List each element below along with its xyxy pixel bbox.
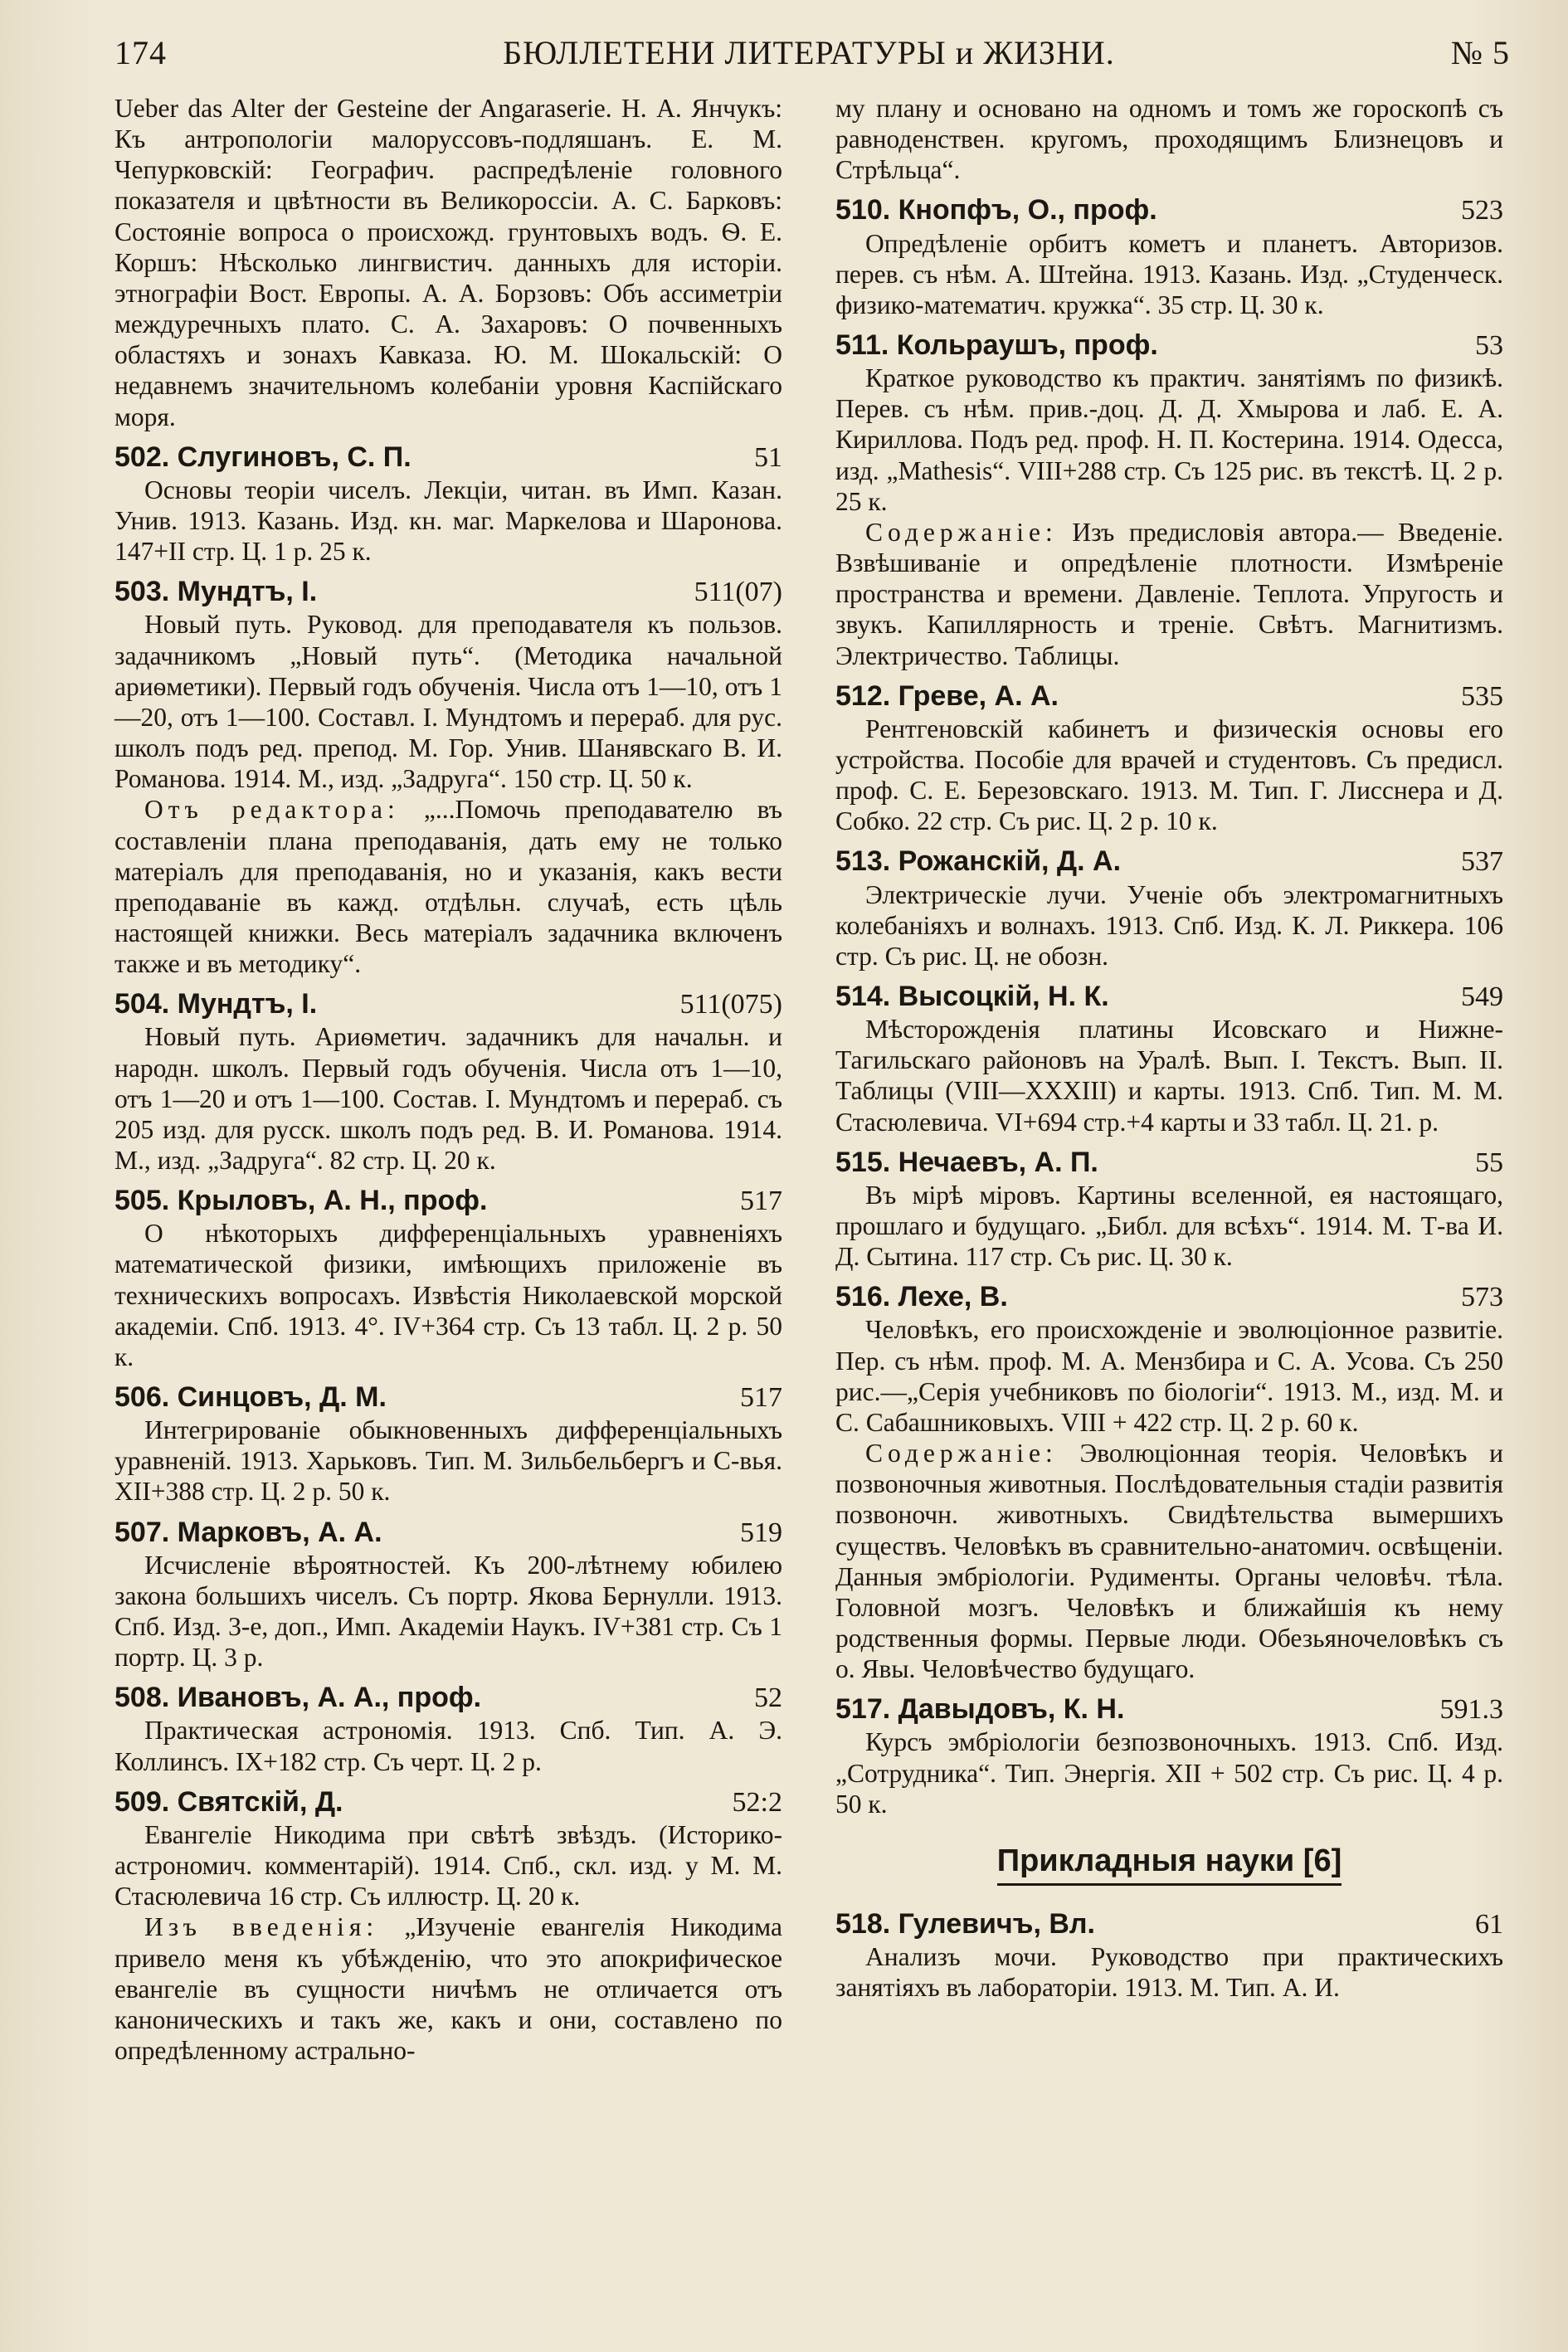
note-text: „...Помочь преподавателю въ составленіи плана преподаванія, дать ему не только матеріалъ для преподаванія, но и указанія, какъ вести преподаваніе въ кажд. отдѣльн. случаѣ, есть цѣль настоящей книжки. Весь матеріалъ задачника включенъ также и въ методику“. [114,795,782,979]
entry-heading: 510. Кнопфъ, О., проф. [835,194,1157,226]
classification-code: 51 [754,441,782,473]
entry-description: Евангеліе Никодима при свѣтѣ звѣздъ. (Историко-астрономич. комментарій). 1914. Спб., скл. изд. у М. М. Стасюлевича 16 стр. Съ иллюстр. Ц. 20 к. [114,1819,782,1911]
entry-506 [114,1381,782,1507]
entry-heading: 505. Крыловъ, А. Н., проф. [114,1185,488,1217]
entry-508 [114,1681,782,1776]
classification-code: 53 [1475,330,1503,362]
classification-code: 519 [740,1517,782,1548]
entry-description: Интегрированіе обыкновенныхъ дифференціальныхъ уравненій. 1913. Харьковъ. Тип. М. Зильбельбергъ и С-вья. XII+388 стр. Ц. 2 р. 50 к. [114,1415,782,1507]
entry-heading: 508. Ивановъ, А. А., проф. [114,1682,482,1714]
entry-heading: 504. Мундтъ, I. [114,988,318,1020]
page-number: 174 [114,34,167,71]
entry-heading: 513. Рожанскій, Д. А. [835,845,1122,878]
entry-heading: 516. Лехе, В. [835,1281,1008,1313]
entry-heading: 518. Гулевичъ, Вл. [835,1907,1095,1940]
entry-description: Основы теоріи чиселъ. Лекціи, читан. въ Имп. Казан. Унив. 1913. Казань. Изд. кн. маг. Маркелова и Шаронова. 147+II стр. Ц. 1 р. 25 к. [114,475,782,567]
entry-heading: 503. Мундтъ, I. [114,576,318,608]
entry-heading: 509. Святскій, Д. [114,1785,343,1818]
classification-code: 52:2 [732,1786,782,1818]
section-heading [835,1843,1503,1886]
entry-description: Человѣкъ, его происхожденіе и эволюціонное развитіе. Пер. съ нѣм. проф. М. А. Мензбира и С. А. Усова. Съ 250 рис.—„Серія учебниковъ по біологіи“. 1913. М., изд. М. и С. Сабашниковыхъ. VIII + 422 стр. Ц. 2 р. 60 к. [835,1315,1503,1437]
entry-description: Анализъ мочи. Руководство при практическихъ занятіяхъ въ лабораторіи. 1913. М. Тип. А. И. [835,1941,1503,2002]
entry-505 [114,1184,782,1372]
classification-code: 537 [1461,846,1503,878]
entry-heading: 506. Синцовъ, Д. М. [114,1381,387,1414]
classification-code: 517 [740,1186,782,1217]
entry-515 [835,1146,1503,1273]
entry-512 [835,679,1503,837]
entry-heading: 514. Высоцкій, Н. К. [835,981,1109,1013]
entry-description: Опредѣленіе орбитъ кометъ и планетъ. Авторизов. перев. съ нѣм. А. Штейна. 1913. Казань. Изд. „Студенческ. физико-математич. кружка“. 35 стр. Ц. 30 к. [835,228,1503,319]
note-label: Отъ редактора: [144,795,400,825]
classification-code: 573 [1461,1282,1503,1313]
entry-heading: 507. Марковъ, А. А. [114,1516,382,1548]
classification-code: 523 [1461,195,1503,226]
entry-518 [835,1907,1503,2003]
entry-504 [114,987,782,1176]
classification-code: 591.3 [1439,1694,1503,1726]
entry-note [114,794,782,979]
entry-517 [835,1692,1503,1819]
note-text: Эволюціонная теорія. Человѣкъ и позвоночныя животныя. Послѣдовательныя стадіи развитія позвоночн. животныхъ. Свидѣтельства вымершихъ существъ. Человѣкъ въ сравнительно-анатомич. освѣщеніи. Данныя эмбріологіи. Рудименты. Органы человѣч. тѣла. Головной мозгъ. Человѣкъ и ближайшія къ нему родственныя формы. Первые люди. Обезьяночеловѣкъ съ о. Явы. Человѣчество будущаго. [835,1439,1503,1684]
note-label: Содержаніе: [865,1439,1058,1468]
entry-heading: 511. Кольраушъ, проф. [835,329,1158,362]
section-title: Прикладныя науки [6] [997,1843,1342,1886]
classification-code: 535 [1461,680,1503,712]
entry-note [835,517,1503,671]
entry-509 [114,1785,782,2066]
running-head [114,33,1510,81]
left-column [114,93,782,2074]
entry-description: Рентгеновскій кабинетъ и физическія основы его устройства. Пособіе для врачей и студентовъ. Съ предисл. проф. С. Е. Березовскаго. 1913. М. Тип. Г. Лисснера и Д. Собко. 22 стр. Съ рис. Ц. 2 р. 10 к. [835,713,1503,836]
entry-description: Исчисленіе вѣроятностей. Къ 200-лѣтнему юбилею закона большихъ чиселъ. Съ портр. Якова Бернулли. 1913. Спб. Изд. 3-е, доп., Имп. Академіи Наукъ. IV+381 стр. Съ 1 портр. Ц. 3 р. [114,1550,782,1673]
entry-heading: 502. Слугиновъ, С. П. [114,441,411,473]
classification-code: 511(07) [694,577,782,608]
entry-heading: 517. Давыдовъ, К. Н. [835,1693,1125,1726]
entry-note [114,1911,782,2066]
entry-description: Электрическіе лучи. Ученіе объ электромагнитныхъ колебаніяхъ и волнахъ. 1913. Спб. Изд. К. Л. Риккера. 106 стр. Съ рис. Ц. не обозн. [835,879,1503,971]
classification-code: 61 [1475,1908,1503,1940]
entry-502 [114,441,782,567]
classification-code: 55 [1475,1147,1503,1178]
entry-description: Новый путь. Ариѳметич. задачникъ для начальн. и народн. школъ. Первый годъ обученія. Числа отъ 1—10, отъ 1—20 и отъ 1—100. Состав. І. Мундтомъ и перераб. съ 205 изд. для русск. школъ подъ ред. В. И. Романова. 1914. М., изд. „Задруга“. 82 стр. Ц. 20 к. [114,1022,782,1176]
entry-note [835,1438,1503,1684]
classification-code: 511(075) [679,989,782,1020]
entry-description: Новый путь. Руковод. для преподавателя къ пользов. задачникомъ „Новый путь“. (Методика начальной ариѳметики). Первый годъ обученія. Числа отъ 1—10, отъ 1—20, отъ 1—100. Составл. І. Мундтомъ и перераб. для рус. школъ подъ ред. препод. М. Гор. Унив. Шанявскаго В. И. Романова. 1914. М., изд. „Задруга“. 150 стр. Ц. 50 к. [114,610,782,794]
journal-title: БЮЛЛЕТЕНИ ЛИТЕРАТУРЫ и ЖИЗНИ. [503,34,1115,71]
note-text: „Изученіе евангелія Никодима привело меня къ убѣжденію, что это апокрифическое евангеліе въ сущности ничѣмъ не отличается отъ каноническихъ и такъ же, какъ и они, составлено по опредѣленному астрально- [114,1912,782,2065]
classification-code: 549 [1461,981,1503,1013]
entry-511 [835,329,1503,671]
note-label: Изъ введенія: [144,1912,379,1942]
right-column [835,93,1503,2074]
continued-text: Ueber das Alter der Gesteine der Angaraserie. Н. А. Янчукъ: Къ антропологіи малоруссовъ-подляшанъ. Е. М. Чепурковскій: Географич. распредѣленіе головного показателя и цвѣтности въ Великороссіи. А. С. Барковъ: Состояніе вопроса о происхожд. грунтовыхъ водъ. Ѳ. Е. Коршъ: Нѣсколько лингвистич. данныхъ для исторіи. этнографіи Вост. Европы. А. А. Борзовъ: Объ ассиметріи междуречныхъ плато. С. А. Захаровъ: О почвенныхъ областяхъ и зонахъ Кавказа. Ю. М. Шокальскій: О недавнемъ значительномъ колебаніи уровня Каспійскаго моря. [114,94,782,431]
entry-heading: 512. Греве, А. А. [835,679,1059,712]
note-label: Содержаніе: [865,517,1058,547]
entry-503 [114,575,782,979]
entry-516 [835,1280,1503,1684]
entry-description: Краткое руководство къ практич. занятіямъ по физикѣ. Перев. съ нѣм. прив.-доц. Д. Д. Хмырова и лаб. Е. А. Кириллова. Подъ ред. проф. Н. П. Костерина. 1914. Одесса, изд. „Mathesis“. VIII+288 стр. Съ 125 рис. въ текстѣ. Ц. 2 р. 25 к. [835,363,1503,516]
classification-code: 517 [740,1382,782,1414]
note-text: Изъ предисловія автора.— Введеніе. Взвѣшиваніе и опредѣленіе плотности. Измѣреніе пространства и времени. Давленіе. Теплота. Упругость и звукъ. Капиллярность и треніе. Свѣтъ. Магнитизмъ. Электричество. Таблицы. [835,517,1503,670]
entry-description: Практическая астрономія. 1913. Спб. Тип. А. Э. Коллинсъ. IX+182 стр. Съ черт. Ц. 2 р. [114,1716,782,1776]
issue-number: № 5 [1450,34,1510,71]
entry-description: Курсъ эмбріологіи безпозвоночныхъ. 1913. Спб. Изд. „Сотрудника“. Тип. Энергія. XII + 502 стр. Съ рис. Ц. 4 р. 50 к. [835,1727,1503,1819]
entry-507 [114,1516,782,1673]
continued-text: му плану и основано на одномъ и томъ же гороскопѣ съ равноденствен. кругомъ, проходящимъ Близнецовъ и Стрѣльца“. [835,94,1503,185]
entry-510 [835,193,1503,320]
entry-514 [835,980,1503,1137]
entry-description: Въ мірѣ міровъ. Картины вселенной, ея настоящаго, прошлаго и будущаго. „Библ. для всѣхъ“. 1914. М. Т-ва И. Д. Сытина. 117 стр. Съ рис. Ц. 30 к. [835,1180,1503,1272]
entry-513 [835,845,1503,971]
entry-description: Мѣсторожденія платины Исовскаго и Нижне-Тагильскаго районовъ на Уралѣ. Вып. I. Текстъ. Вып. II. Таблицы (VIII—XXXIII) и карты. 1913. Спб. Тип. М. М. Стасюлевича. VI+694 стр.+4 карты и 33 табл. Ц. 21. р. [835,1015,1503,1137]
classification-code: 52 [754,1682,782,1714]
entry-heading: 515. Нечаевъ, А. П. [835,1146,1098,1178]
entry-description: О нѣкоторыхъ дифференціальныхъ уравненіяхъ математической физики, имѣющихъ приложеніе въ техническихъ вопросахъ. Извѣстія Николаевской морской академіи. Спб. 1913. 4°. IV+364 стр. Съ 13 табл. Ц. 2 р. 50 к. [114,1219,782,1371]
